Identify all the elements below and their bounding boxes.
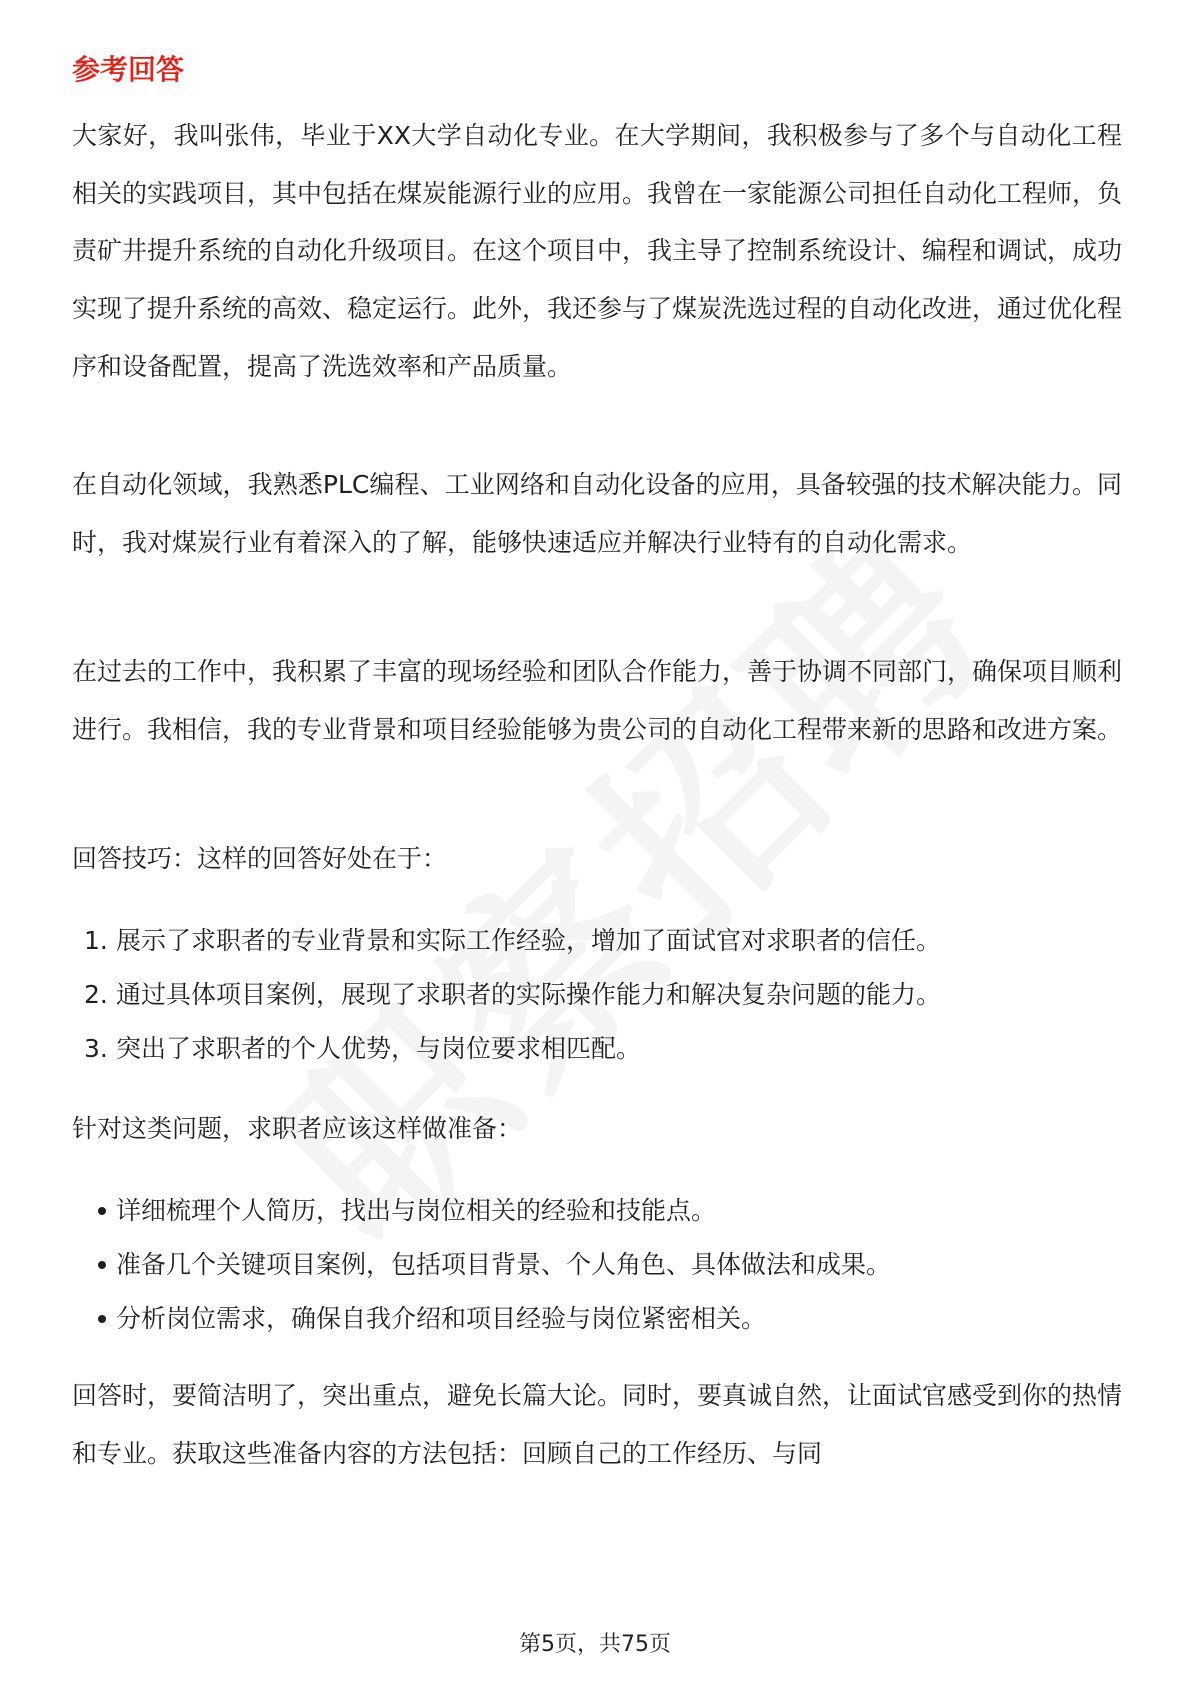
prep-item: 分析岗位需求，确保自我介绍和项目经验与岗位紧密相关。: [116, 1304, 767, 1333]
tip-number: 3.: [84, 1034, 108, 1063]
bullet-icon: [98, 1261, 106, 1269]
page-number: 第5页，共75页: [519, 1632, 671, 1657]
answer-paragraph-3: 在过去的工作中，我积累了丰富的现场经验和团队合作能力，善于协调不同部门，确保项目顺利进行。我相信，我的专业背景和项目经验能够为贵公司的自动化工程带来新的思路和改进方案。: [72, 657, 1123, 744]
tip-number: 1.: [84, 926, 108, 955]
bullet-icon: [98, 1207, 106, 1215]
prep-item: 详细梳理个人简历，找出与岗位相关的经验和技能点。: [116, 1196, 717, 1225]
tip-number: 2.: [84, 980, 108, 1009]
closing-paragraph: 回答时，要简洁明了，突出重点，避免长篇大论。同时，要真诚自然，让面试官感受到你的热情和专业。获取这些准备内容的方法包括：回顾自己的工作经历、与同: [72, 1381, 1123, 1468]
tip-item: 通过具体项目案例，展现了求职者的实际操作能力和解决复杂问题的能力。: [116, 980, 942, 1009]
answer-paragraph-1: 大家好，我叫张伟，毕业于XX大学自动化专业。在大学期间，我积极参与了多个与自动化工程相关的实践项目，其中包括在煤炭能源行业的应用。我曾在一家能源公司担任自动化工程师，负责矿井提升系统的自动化升级项目。在这个项目中，我主导了控制系统设计、编程和调试，成功实现了提升系统的高效、稳定运行。此外，我还参与了煤炭洗选过程的自动化改进，通过优化程序和设备配置，提高了洗选效率和产品质量。: [72, 121, 1123, 381]
tip-item: 突出了求职者的个人优势，与岗位要求相匹配。: [116, 1034, 642, 1063]
prep-item: 准备几个关键项目案例，包括项目背景、个人角色、具体做法和成果。: [116, 1250, 892, 1279]
answer-paragraph-2: 在自动化领域，我熟悉PLC编程、工业网络和自动化设备的应用，具备较强的技术解决能力。同时，我对煤炭行业有着深入的了解，能够快速适应并解决行业特有的自动化需求。: [72, 470, 1122, 557]
tips-intro: 回答技巧：这样的回答好处在于：: [72, 844, 448, 873]
section-heading: 参考回答: [72, 53, 185, 86]
tip-item: 展示了求职者的专业背景和实际工作经验，增加了面试官对求职者的信任。: [116, 926, 942, 955]
bullet-icon: [98, 1315, 106, 1323]
prep-intro: 针对这类问题，求职者应该这样做准备：: [72, 1114, 523, 1143]
